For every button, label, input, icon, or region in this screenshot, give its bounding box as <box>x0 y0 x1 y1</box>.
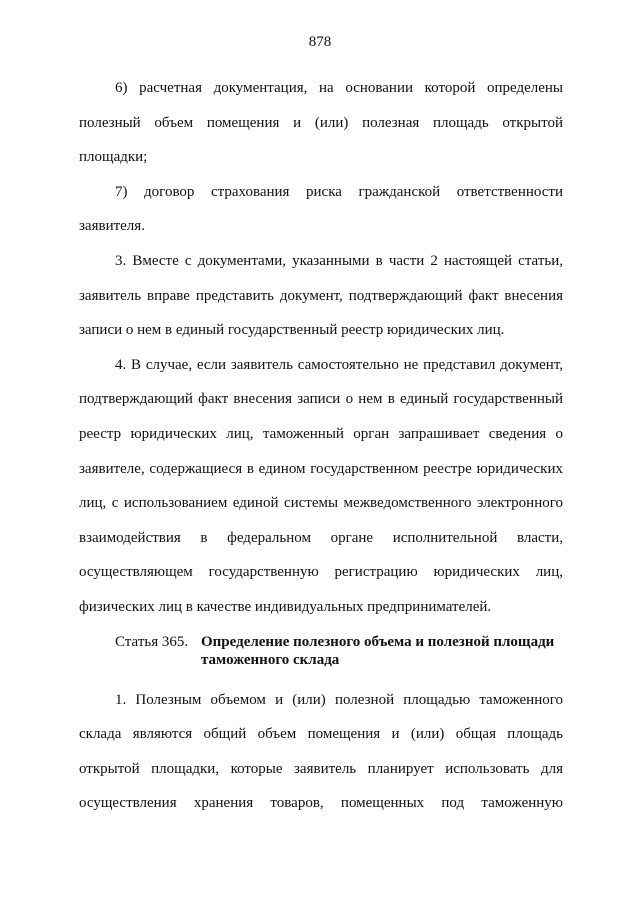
text-line: 6) расчетная документация, на основании которой определены <box>115 80 563 96</box>
text-line: реестр юридических лиц, таможенный орган запрашивает сведения о <box>79 425 563 442</box>
text-line: осуществляющем государственную регистрацию юридических лиц, <box>79 564 563 581</box>
text-line: взаимодействия в федеральном органе исполнительной власти, <box>79 529 563 546</box>
text-line: склада являются общий объем помещения и (или) общая площадь <box>79 726 563 743</box>
paragraph-item-6 <box>79 71 563 175</box>
text-line: 7) договор страхования риска гражданской ответственности <box>115 183 563 200</box>
text-line: полезный объем помещения и (или) полезная площадь открытой <box>79 114 563 131</box>
text-line: записи о нем в единый государственный реестр юридических лиц. <box>79 322 505 339</box>
text-line: открытой площадки, которые заявитель планирует использовать для <box>79 760 563 777</box>
text-line: физических лиц в качестве индивидуальных предпринимателей. <box>79 598 492 615</box>
page-number: 878 <box>308 34 332 50</box>
text-line: площадки; <box>79 149 148 166</box>
text-line: заявитель вправе представить документ, подтверждающий факт внесения <box>79 287 563 304</box>
article-title-line: Определение полезного объема и полезной площади <box>201 633 555 650</box>
article-number: Статья 365. <box>115 633 189 650</box>
text-line: 4. В случае, если заявитель самостоятельно не представил документ, <box>115 356 563 373</box>
document-body <box>79 71 563 821</box>
paragraph-part-3 <box>79 244 563 348</box>
text-line: 1. Полезным объемом и (или) полезной площадью таможенного <box>115 691 563 708</box>
paragraph-part-4 <box>79 348 563 625</box>
text-line: осуществления хранения товаров, помещенных под таможенную <box>79 795 563 812</box>
text-line: лиц, с использованием единой системы межведомственного электронного <box>79 495 563 512</box>
article-title <box>199 633 563 669</box>
text-line: подтверждающий факт внесения записи о нем в единый государственный <box>79 391 563 408</box>
text-line: заявителя. <box>79 218 145 235</box>
text-line: 3. Вместе с документами, указанными в части 2 настоящей статьи, <box>115 252 563 269</box>
paragraph-article-part-1 <box>79 683 563 821</box>
text-line: заявителе, содержащиеся в едином государственном реестре юридических <box>79 460 563 477</box>
paragraph-item-7 <box>79 175 563 244</box>
article-heading <box>79 633 563 669</box>
article-title-line: таможенного склада <box>201 651 340 668</box>
